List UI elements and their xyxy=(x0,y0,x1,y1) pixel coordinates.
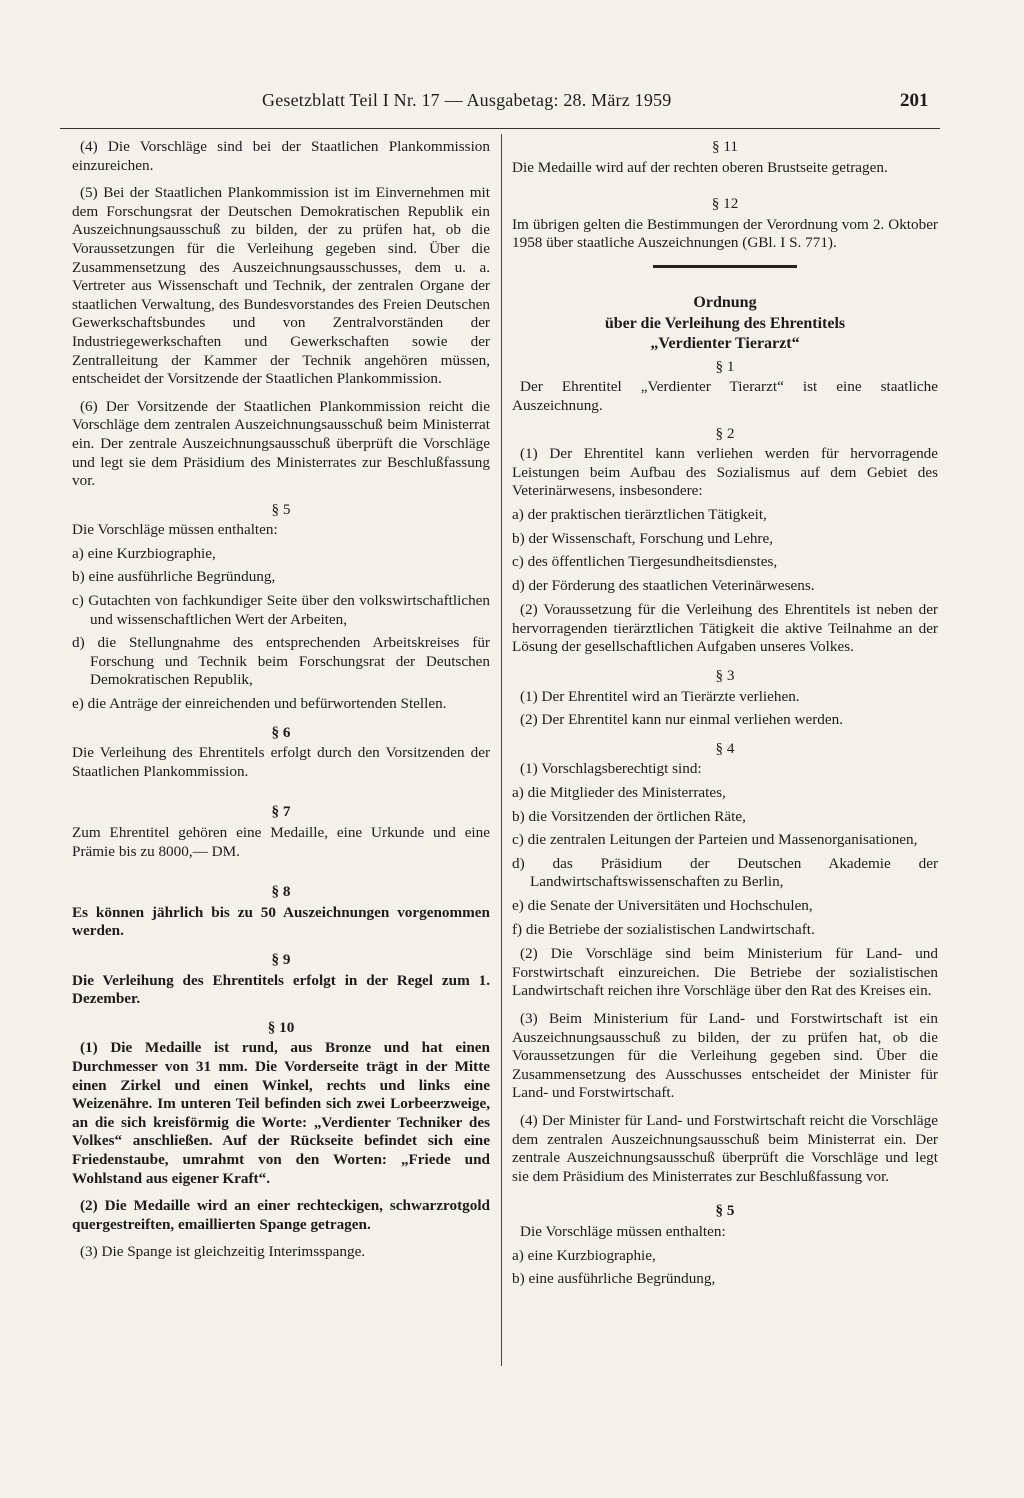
section-9-text: Die Verleihung des Ehrentitels erfolgt in der Regel zum 1. Dezember. xyxy=(72,971,490,1008)
ordinance-section-4-paragraph-1: (1) Vorschlagsberechtigt sind: xyxy=(520,760,702,778)
list-item: b) der Wissenschaft, Forschung und Lehre, xyxy=(512,529,774,547)
list-item: b) die Vorsitzenden der örtlichen Räte, xyxy=(512,807,746,825)
list-item: b) eine ausführliche Begründung, xyxy=(512,1270,716,1288)
left-column xyxy=(72,138,490,1271)
ordinance-section-heading-1: § 1 xyxy=(715,357,735,375)
section-10-paragraph-1: (1) Die Medaille ist rund, aus Bronze und hat einen Durchmesser von 31 mm. Die Vorderseite trägt in der Mitte einen Zirkel und einen Winkel, rechts und links eine Weizenähre. Im unteren Teil befinden sich zwei Lorbeerzweige, an die sich kreisförmig die Worte: „Verdienter Techniker des Volkes“ anschließen. Auf der Rückseite befindet sich eine Friedenstaube, umrahmt von den Worten: „Friede und Wohlstand aus eigener Kraft“. xyxy=(72,1039,490,1187)
section-heading-8: § 8 xyxy=(271,883,291,901)
list-item: b) eine ausführliche Begründung, xyxy=(72,568,276,586)
page-number: 201 xyxy=(900,90,929,111)
paragraph-5: (5) Bei der Staatlichen Plankommission ist im Einvernehmen mit dem Forschungsrat der Deutschen Demokratischen Republik ein Auszeichnungsausschuß zu bilden, der zu prüfen hat, ob die Voraussetzungen für die Verleihung gegeben sind. Über die Zusammensetzung des Auszeichnungsausschusses, dem u. a. Vertreter aus Wissenschaft und Technik, der zentralen Organe der staatlichen Verwaltung, des Bundesvorstandes des Freien Deutschen Gewerkschaftsbundes und von Zentralvorständen der Industriegewerkschaften und Gewerkschaften sowie der Zentralleitung der Kammer der Technik angehören müssen, entscheidet der Vorsitzende der Staatlichen Plankommission. xyxy=(72,184,490,388)
right-column xyxy=(512,138,938,1295)
list-item: a) eine Kurzbiographie, xyxy=(72,544,216,562)
section-5-list xyxy=(72,545,490,714)
header-rule xyxy=(60,128,940,129)
section-heading-11: § 11 xyxy=(711,138,738,155)
gazette-title: Gesetzblatt Teil I Nr. 17 — Ausgabetag: 28. März 1959 xyxy=(262,90,672,110)
ordinance-section-heading-5: § 5 xyxy=(715,1202,735,1220)
list-item: c) Gutachten von fachkundiger Seite über den volkswirtschaftlichen und wissenschaftlichen Wert der Arbeiten, xyxy=(72,592,490,628)
section-7-text: Zum Ehrentitel gehören eine Medaille, eine Urkunde und eine Prämie bis zu 8000,— DM. xyxy=(72,824,490,860)
section-heading-12: § 12 xyxy=(711,195,739,213)
section-heading-9: § 9 xyxy=(271,950,291,968)
list-item: d) die Stellungnahme des entsprechenden Arbeitskreises für Forschung und Technik beim Forschungsrat der Deutschen Demokratischen Republik, xyxy=(72,634,490,689)
list-item: a) der praktischen tierärztlichen Tätigkeit, xyxy=(512,505,767,523)
list-item: a) die Mitglieder des Ministerrates, xyxy=(512,784,726,802)
list-item: e) die Senate der Universitäten und Hochschulen, xyxy=(512,897,813,914)
ordinance-section-1-text: Der Ehrentitel „Verdienter Tierarzt“ ist eine staatliche Auszeichnung. xyxy=(512,378,938,414)
section-6-text: Die Verleihung des Ehrentitels erfolgt durch den Vorsitzenden der Staatlichen Plankommission. xyxy=(72,744,490,780)
section-heading-10: § 10 xyxy=(267,1018,295,1036)
list-item: c) die zentralen Leitungen der Parteien und Massenorganisationen, xyxy=(512,831,918,849)
section-heading-6: § 6 xyxy=(271,723,291,741)
section-10-paragraph-3: (3) Die Spange ist gleichzeitig Interimsspange. xyxy=(80,1243,366,1261)
ordinance-section-4-paragraph-4: (4) Der Minister für Land- und Forstwirtschaft reicht die Vorschläge dem zentralen Auszeichnungsausschuß beim Ministerrat ein. Der zentrale Auszeichnungsausschuß überprüft die Vorschläge und legt sie dem Präsidium des Ministerrates zur Beschlußfassung vor. xyxy=(512,1111,938,1185)
separator-rule xyxy=(653,265,797,268)
ordinance-section-5-intro: Die Vorschläge müssen enthalten: xyxy=(520,1222,726,1240)
ordinance-section-heading-3: § 3 xyxy=(715,667,735,685)
column-divider xyxy=(501,134,502,1366)
ordinance-section-3-paragraph-2: (2) Der Ehrentitel kann nur einmal verliehen werden. xyxy=(520,711,844,729)
ordinance-section-2-list xyxy=(512,506,938,595)
ordinance-section-heading-4: § 4 xyxy=(715,739,735,757)
ordinance-section-heading-2: § 2 xyxy=(715,424,735,442)
ordinance-section-5-list xyxy=(512,1247,938,1289)
ordinance-section-2-paragraph-2: (2) Voraussetzung für die Verleihung des Ehrentitels ist neben der hervorragenden tierärztlichen Tätigkeit die aktive Teilnahme an der Lösung der gesellschaftlichen Aufgaben unseres Volkes. xyxy=(512,601,938,656)
ordinance-section-3-paragraph-1: (1) Der Ehrentitel wird an Tierärzte verliehen. xyxy=(520,687,800,705)
ordinance-honor-title: „Verdienter Tierarzt“ xyxy=(650,335,800,353)
section-10-paragraph-2: (2) Die Medaille wird an einer rechteckigen, schwarzrotgold quergestreiften, emaillierten Spange getragen. xyxy=(72,1197,490,1233)
ordinance-subtitle: über die Verleihung des Ehrentitels xyxy=(604,314,846,332)
section-8-text: Es können jährlich bis zu 50 Auszeichnungen vorgenommen werden. xyxy=(72,903,490,940)
paragraph-6: (6) Der Vorsitzende der Staatlichen Plankommission reicht die Vorschläge dem zentralen Auszeichnungsausschuß beim Ministerrat ein. Der zentrale Auszeichnungsausschuß überprüft die Vorschläge und legt sie dem Präsidium des Ministerrates zur Beschlußfassung vor. xyxy=(72,397,490,490)
section-heading-5: § 5 xyxy=(271,500,291,518)
ordinance-section-4-paragraph-3: (3) Beim Ministerium für Land- und Forstwirtschaft ist ein Auszeichnungsausschuß zu bilden, der zu prüfen hat, ob die Voraussetzungen für die Verleihung gegeben sind. Über die Zusammensetzung des Ausschusses entscheidet der Minister für Land- und Forstwirtschaft. xyxy=(512,1009,938,1102)
list-item: f) die Betriebe der sozialistischen Landwirtschaft. xyxy=(512,920,815,938)
list-item: e) die Anträge der einreichenden und befürwortenden Stellen. xyxy=(72,695,447,713)
page-header xyxy=(0,86,1024,126)
ordinance-section-4-list xyxy=(512,784,938,939)
ordinance-section-2-paragraph-1: (1) Der Ehrentitel kann verliehen werden für hervorragende Leistungen beim Aufbau des Sozialismus auf dem Gebiet des Veterinärwesens, insbesondere: xyxy=(512,445,938,500)
list-item: a) eine Kurzbiographie, xyxy=(512,1246,656,1264)
list-item: d) der Förderung des staatlichen Veterinärwesens. xyxy=(512,576,815,594)
section-11-text: Die Medaille wird auf der rechten oberen Brustseite getragen. xyxy=(512,158,888,176)
list-item: d) das Präsidium der Deutschen Akademie der Landwirtschaftswissenschaften zu Berlin, xyxy=(512,854,938,891)
ordinance-title: Ordnung xyxy=(693,293,757,311)
section-12-text: Im übrigen gelten die Bestimmungen der Verordnung vom 2. Oktober 1958 über staatliche Auszeichnungen (GBl. I S. 771). xyxy=(512,215,938,252)
section-heading-7: § 7 xyxy=(271,803,291,821)
paragraph-4: (4) Die Vorschläge sind bei der Staatlichen Plankommission einzureichen. xyxy=(72,138,490,174)
list-item: c) des öffentlichen Tiergesundheitsdienstes, xyxy=(512,553,778,571)
ordinance-section-4-paragraph-2: (2) Die Vorschläge sind beim Ministerium für Land- und Forstwirtschaft einzureichen. Die Betriebe der sozialistischen Landwirtschaft reichen ihre Vorschläge über den Rat des Kreises ein. xyxy=(512,945,938,1000)
section-5-intro: Die Vorschläge müssen enthalten: xyxy=(72,521,278,539)
